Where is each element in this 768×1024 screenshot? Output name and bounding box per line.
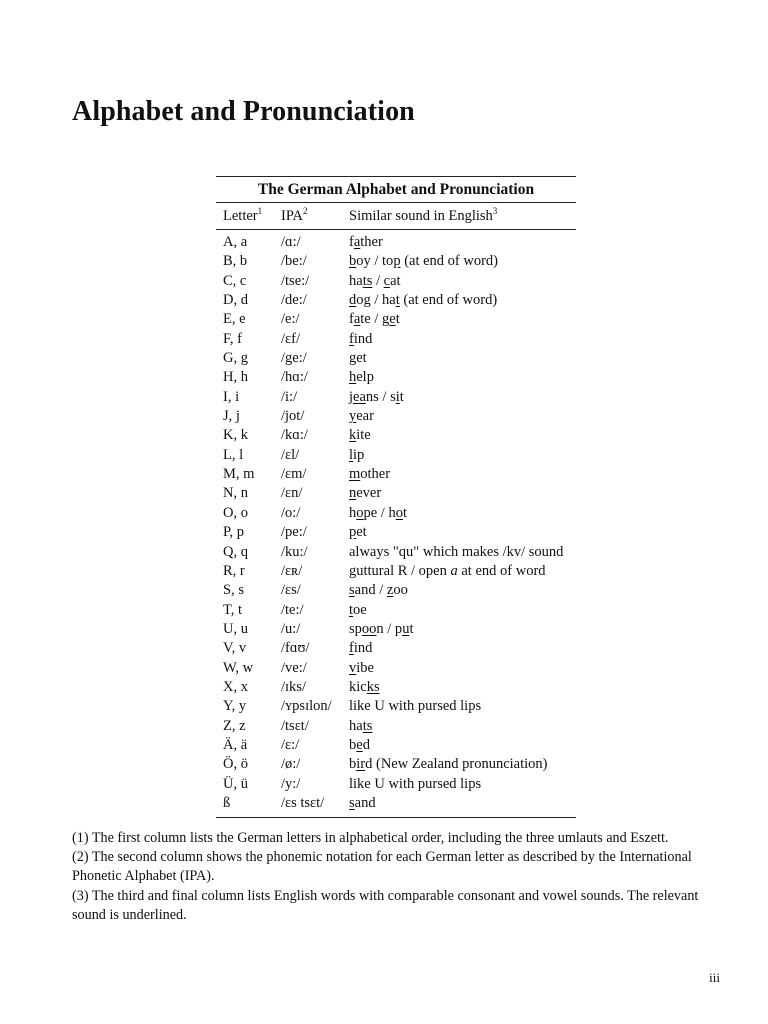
cell-ipa: /be:/ (281, 253, 307, 270)
cell-ipa: /u:/ (281, 620, 301, 637)
table-row (216, 465, 576, 484)
table-bottom-rule (216, 817, 576, 818)
cell-ipa: /i:/ (281, 388, 298, 405)
cell-english: lip (349, 446, 365, 463)
table-row (216, 272, 576, 291)
cell-letter: B, b (223, 253, 248, 270)
cell-ipa: /fɑʊ/ (281, 640, 310, 657)
cell-english: never (349, 485, 382, 502)
cell-ipa: /ɛm/ (281, 466, 307, 483)
cell-letter: L, l (223, 446, 244, 463)
table-row (216, 775, 576, 794)
header-english (349, 203, 576, 227)
table-row (216, 484, 576, 503)
table-row (216, 659, 576, 678)
cell-english: toe (349, 601, 367, 618)
cell-ipa: /ve:/ (281, 659, 307, 676)
cell-ipa: /hɑ:/ (281, 369, 308, 386)
table-row (216, 504, 576, 523)
table-header-row (216, 203, 576, 229)
footnote-1: (1) The first column lists the German letters in alphabetical order, including the three umlauts and Eszett. (72, 830, 669, 846)
table-row (216, 368, 576, 387)
cell-ipa: /ɛn/ (281, 485, 303, 502)
table-row (216, 446, 576, 465)
cell-english: find (349, 640, 373, 657)
cell-letter: J, j (223, 408, 240, 425)
cell-english: guttural R / open a at end of word (349, 562, 546, 579)
cell-letter: A, a (223, 234, 248, 250)
table-row (216, 330, 576, 349)
table-row (216, 426, 576, 445)
cell-english: bed (349, 736, 370, 753)
cell-ipa: /tsɛt/ (281, 717, 309, 734)
cell-ipa: /jot/ (281, 408, 305, 425)
table-row (216, 620, 576, 639)
table-row (216, 581, 576, 600)
cell-english: like U with pursed lips (349, 775, 482, 792)
cell-letter: P, p (223, 524, 244, 541)
cell-english: sand (349, 794, 376, 811)
cell-letter: R, r (223, 562, 245, 579)
header-ipa-footnote: 2 (303, 206, 308, 217)
footnote-2: (2) The second column shows the phonemic notation for each German letter as described by the International Phonetic Alphabet (IPA). (72, 849, 692, 885)
table-row (216, 233, 576, 252)
cell-english: year (349, 408, 374, 425)
cell-ipa: /ɑ:/ (281, 234, 301, 250)
cell-english: kicks (349, 678, 380, 695)
cell-ipa: /pe:/ (281, 524, 307, 541)
cell-ipa: /o:/ (281, 504, 301, 521)
cell-letter: O, o (223, 504, 248, 521)
cell-letter: Q, q (223, 543, 248, 560)
cell-english: hope / hot (349, 504, 407, 521)
table-row (216, 291, 576, 310)
cell-ipa: /kɑ:/ (281, 427, 308, 444)
page-number: iii (709, 970, 720, 985)
cell-english: kite (349, 427, 371, 444)
table-row (216, 736, 576, 755)
table-row (216, 697, 576, 716)
cell-ipa: /de:/ (281, 292, 307, 309)
cell-letter: Ü, ü (223, 775, 248, 792)
cell-ipa: /ɪks/ (281, 678, 306, 695)
cell-letter: ß (223, 794, 231, 811)
cell-ipa: /ɛ:/ (281, 736, 300, 753)
cell-ipa: /ɛʀ/ (281, 562, 303, 579)
cell-ipa: /ge:/ (281, 350, 307, 367)
table-row (216, 252, 576, 271)
cell-english: fate / get (349, 311, 400, 328)
cell-ipa: /ɛs/ (281, 582, 301, 599)
page-heading: Alphabet and Pronunciation (72, 96, 415, 127)
cell-letter: C, c (223, 272, 247, 289)
cell-ipa: /ʏpsɪlon/ (281, 698, 332, 715)
cell-english: like U with pursed lips (349, 698, 482, 715)
cell-letter: I, i (223, 388, 240, 405)
cell-english: always "qu" which makes /kv/ sound (349, 543, 564, 560)
header-letter (216, 203, 281, 227)
cell-letter: Y, y (223, 698, 247, 715)
table-caption: The German Alphabet and Pronunciation (257, 181, 535, 198)
cell-english: jeans / sit (349, 388, 404, 405)
cell-ipa: /ø:/ (281, 756, 301, 773)
table-row (216, 678, 576, 697)
header-english-label: Similar sound in English (349, 208, 493, 224)
cell-letter: Z, z (223, 717, 246, 734)
cell-letter: H, h (223, 369, 248, 386)
alphabet-table (216, 176, 576, 818)
table-row (216, 407, 576, 426)
cell-english: bird (New Zealand pronunciation) (349, 756, 548, 773)
cell-ipa: /ɛs tsɛt/ (281, 794, 325, 811)
table-row (216, 601, 576, 620)
footnote-3: (3) The third and final column lists English words with comparable consonant and vowel sounds. The relevant sound is underlined. (72, 887, 699, 923)
table-row (216, 755, 576, 774)
table-row (216, 543, 576, 562)
header-ipa-label: IPA (281, 208, 304, 224)
header-english-footnote: 3 (492, 206, 498, 217)
cell-letter: G, g (223, 350, 248, 367)
table-row (216, 562, 576, 581)
cell-letter: M, m (223, 466, 255, 483)
cell-english: dog / hat (at end of word) (349, 292, 498, 309)
cell-letter: K, k (223, 427, 248, 444)
cell-english: pet (349, 524, 367, 541)
cell-ipa: /te:/ (281, 601, 304, 618)
cell-english: sand / zoo (349, 582, 408, 599)
cell-letter: T, t (223, 601, 243, 618)
table-row (216, 388, 576, 407)
cell-letter: V, v (223, 640, 247, 657)
cell-ipa: /ɛl/ (281, 446, 300, 463)
cell-letter: F, f (223, 330, 242, 347)
cell-letter: X, x (223, 678, 248, 695)
table-body (216, 230, 576, 817)
cell-english: get (349, 350, 367, 367)
table-row (216, 717, 576, 736)
cell-english: spoon / put (349, 620, 414, 637)
header-letter-label: Letter (223, 208, 258, 224)
header-ipa (281, 203, 349, 227)
cell-ipa: /ɛf/ (281, 330, 300, 347)
cell-ipa: /e:/ (281, 311, 300, 328)
table-row (216, 639, 576, 658)
cell-letter: Ä, ä (223, 736, 248, 753)
cell-letter: D, d (223, 292, 248, 309)
cell-ipa: /y:/ (281, 775, 301, 792)
cell-letter: N, n (223, 485, 248, 502)
cell-english: vibe (349, 659, 374, 676)
cell-english: hats / cat (349, 272, 401, 289)
table-row (216, 349, 576, 368)
cell-english: help (349, 369, 374, 386)
cell-ipa: /ku:/ (281, 543, 308, 560)
cell-ipa: /tse:/ (281, 272, 310, 289)
header-letter-footnote: 1 (257, 206, 263, 217)
cell-english: boy / top (at end of word) (349, 253, 498, 270)
table-row (216, 310, 576, 329)
table-row (216, 523, 576, 542)
cell-english: mother (349, 466, 391, 483)
table-row (216, 794, 576, 813)
cell-letter: Ö, ö (223, 756, 248, 773)
footnotes (72, 829, 724, 925)
cell-letter: E, e (223, 311, 246, 328)
cell-letter: S, s (223, 582, 244, 599)
cell-letter: U, u (223, 620, 248, 637)
cell-letter: W, w (223, 659, 254, 676)
cell-english: find (349, 330, 373, 347)
cell-english: father (349, 234, 383, 250)
cell-english: hats (349, 717, 373, 734)
